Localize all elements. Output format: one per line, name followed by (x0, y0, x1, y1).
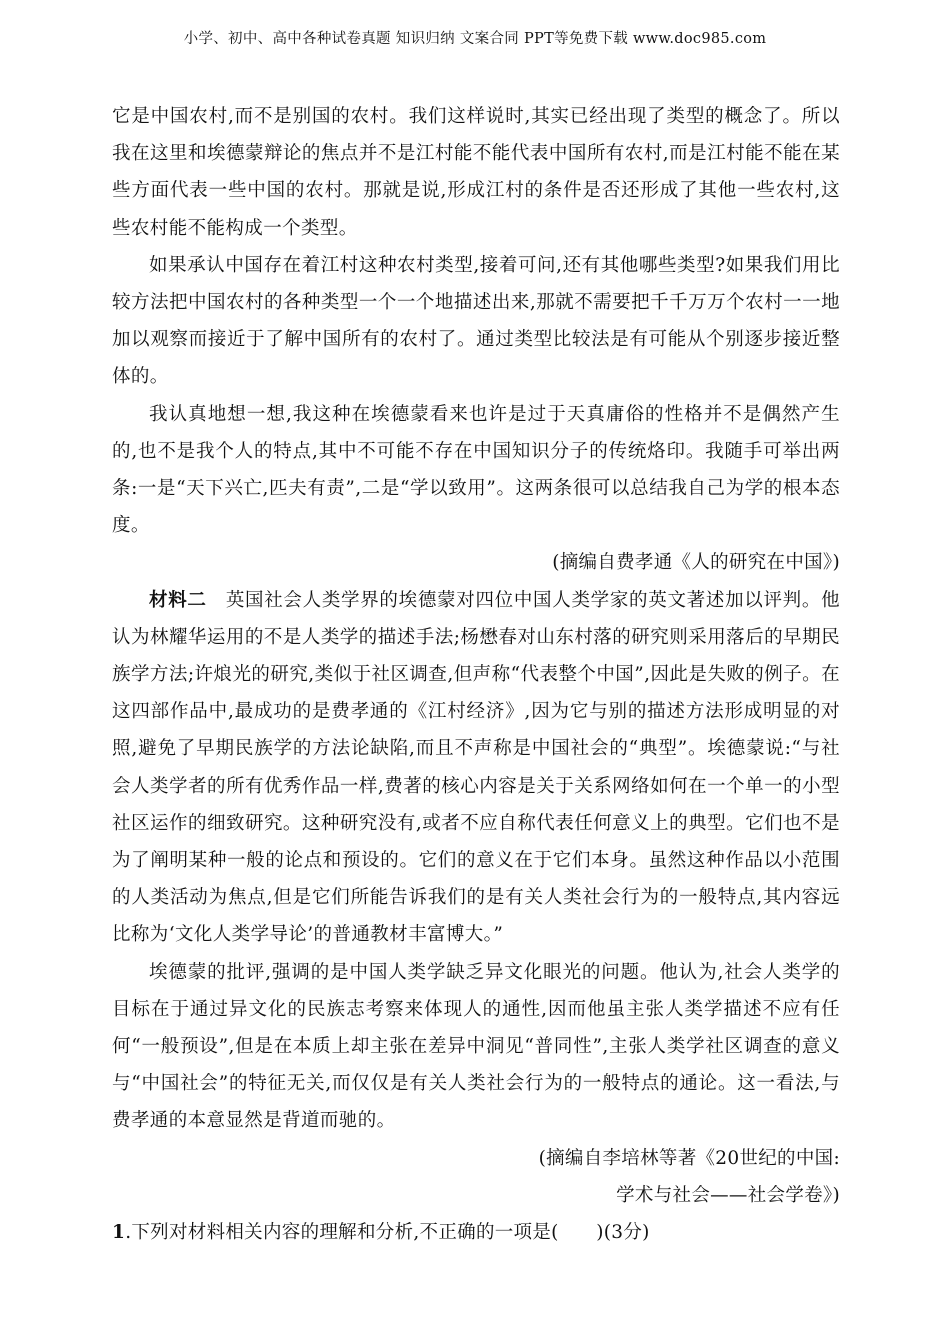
material1-paragraph-3: 我认真地想一想,我这种在埃德蒙看来也许是过于天真庸俗的性格并不是偶然产生的,也不是我个人的特点,其中不可能不存在中国知识分子的传统烙印。我随手可举出两条:一是“天下兴亡,匹夫有责”,二是“学以致用”。这两条很可以总结我自己为学的根本态度。 (112, 403, 840, 537)
document-body (112, 98, 840, 1251)
material2-label: 材料二 (149, 589, 207, 611)
material1-source: (摘编自费孝通《人的研究在中国》) (552, 552, 840, 574)
page-header: 小学、初中、高中各种试卷真题 知识归纳 文案合同 PPT等免费下载 www.doc985.com (183, 31, 767, 47)
material2-source-line2: 学术与社会——社会学卷》) (616, 1184, 840, 1206)
material2-paragraph-2: 埃德蒙的批评,强调的是中国人类学缺乏异文化眼光的问题。他认为,社会人类学的目标在于通过异文化的民族志考察来体现人的通性,因而他虽主张人类学描述不应有任何“一般预设”,但是在本质上却主张在差异中洞见“普同性”,主张人类学社区调查的意义与“中国社会”的特征无关,而仅仅是有关人类社会行为的一般特点的通论。这一看法,与费孝通的本意显然是背道而驰的。 (112, 961, 840, 1132)
material2-paragraph-1-text: 英国社会人类学界的埃德蒙对四位中国人类学家的英文著述加以评判。他认为林耀华运用的不是人类学的描述手法;杨懋春对山东村落的研究则采用落后的早期民族学方法;许烺光的研究,类似于社区调查,但声称“代表整个中国”,因此是失败的例子。在这四部作品中,最成功的是费孝通的《江村经济》,因为它与别的描述方法形成明显的对照,避免了早期民族学的方法论缺陷,而且不声称是中国社会的“典型”。埃德蒙说:“与社会人类学者的所有优秀作品一样,费著的核心内容是关于关系网络如何在一个单一的小型社区运作的细致研究。这种研究没有,或者不应自称代表任何意义上的典型。它们也不是为了阐明某种一般的论点和预设的。它们的意义在于它们本身。虽然这种作品以小范围的人类活动为焦点,但是它们所能告诉我们的是有关人类社会行为的一般特点,其内容远比称为‘文化人类学导论’的普通教材丰富博大。” (112, 589, 840, 946)
question-text: .下列对材料相关内容的理解和分析,不正确的一项是( )(3分) (125, 1222, 650, 1244)
question-number: 1 (112, 1222, 126, 1244)
material1-paragraph-2: 如果承认中国存在着江村这种农村类型,接着可问,还有其他哪些类型?如果我们用比较方法把中国农村的各种类型一个一个地描述出来,那就不需要把千千万万个农村一一地加以观察而接近于了解中国所有的农村了。通过类型比较法是有可能从个别逐步接近整体的。 (112, 254, 840, 388)
material2-paragraph-1 (112, 582, 840, 954)
material1-paragraph-1: 它是中国农村,而不是别国的农村。我们这样说时,其实已经出现了类型的概念了。所以我在这里和埃德蒙辩论的焦点并不是江村能不能代表中国所有农村,而是江村能不能在某些方面代表一些中国的农村。那就是说,形成江村的条件是否还形成了其他一些农村,这些农村能不能构成一个类型。 (112, 106, 840, 239)
question-1 (112, 1214, 840, 1251)
material2-source-line1: (摘编自李培林等著《20世纪的中国: (538, 1147, 840, 1169)
